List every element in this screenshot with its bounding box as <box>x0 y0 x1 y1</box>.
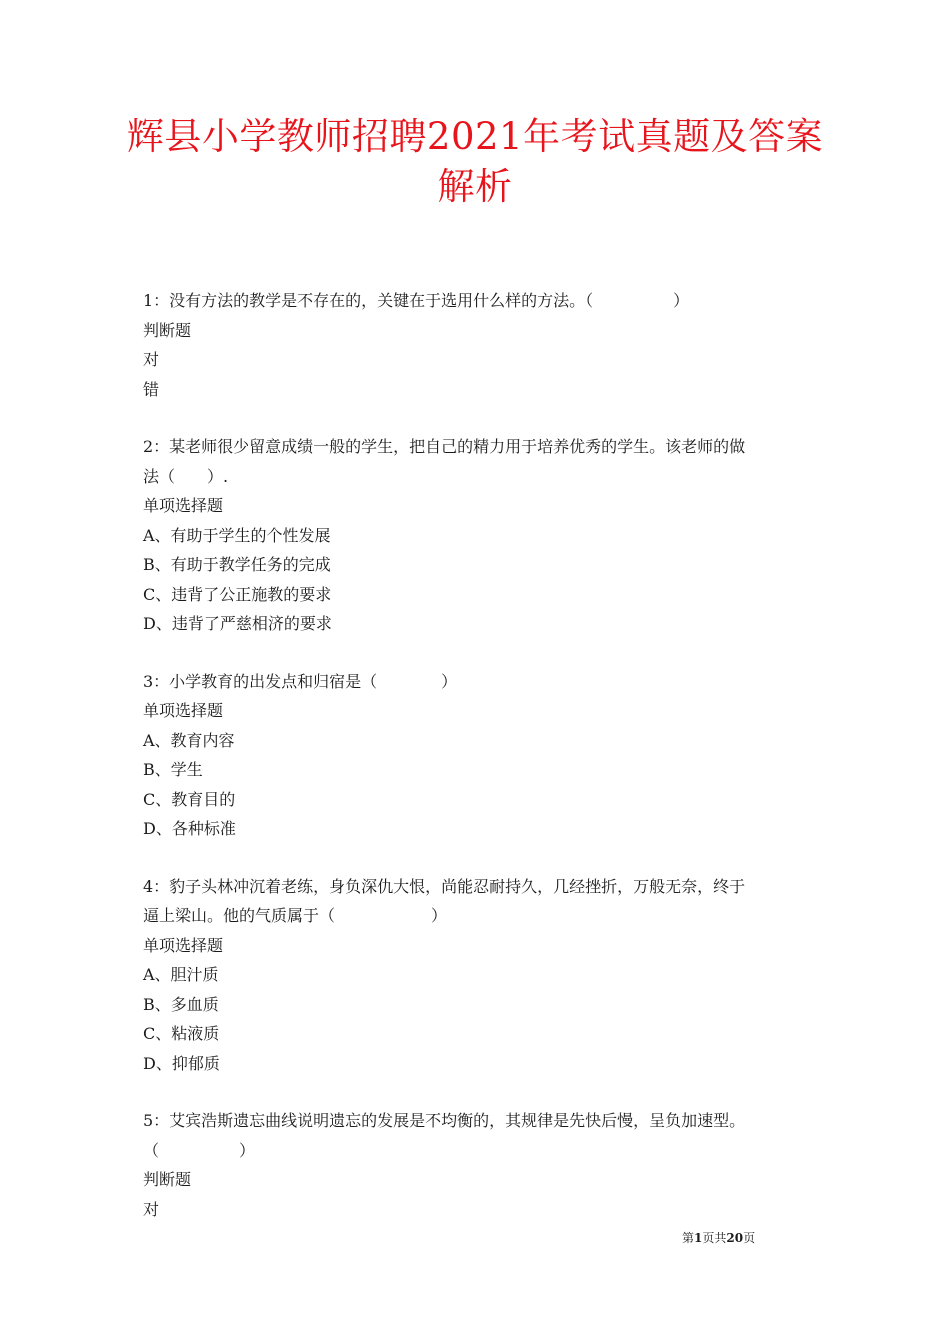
question-type: 判断题 <box>143 320 192 340</box>
footer-suffix: 页 <box>743 1231 756 1245</box>
question-5 <box>143 1106 823 1224</box>
question-type: 单项选择题 <box>143 496 224 515</box>
question-stem-continued: 逼上梁山。他的气质属于（ ） <box>143 906 448 925</box>
option: A、胆汁质 <box>143 965 219 984</box>
question-stem: 1：没有方法的教学是不存在的，关键在于选用什么样的方法。（ ） <box>143 291 690 310</box>
option: 错 <box>143 379 160 399</box>
title-line-1: 辉县小学教师招聘2021年考试真题及答案 <box>126 115 824 158</box>
footer-prefix: 第 <box>682 1231 695 1245</box>
question-stem: 5：艾宾浩斯遗忘曲线说明遗忘的发展是不均衡的，其规律是先快后慢，呈负加速型。 <box>143 1111 746 1130</box>
option: B、学生 <box>143 760 203 779</box>
option: B、有助于教学任务的完成 <box>143 555 331 574</box>
question-1 <box>143 286 823 404</box>
page-footer <box>682 1230 755 1246</box>
question-type: 单项选择题 <box>143 701 224 720</box>
option: C、粘液质 <box>143 1024 220 1043</box>
option: D、各种标准 <box>143 819 236 838</box>
question-3 <box>143 667 823 844</box>
question-4 <box>143 872 823 1079</box>
question-stem-continued: （ ） <box>143 1140 256 1160</box>
question-type: 单项选择题 <box>143 935 224 955</box>
footer-current-page: 1 <box>694 1231 703 1245</box>
document-title <box>110 112 840 212</box>
question-stem: 4：豹子头林冲沉着老练，身负深仇大恨，尚能忍耐持久，几经挫折，万般无奈，终于 <box>143 876 746 896</box>
option: A、教育内容 <box>143 730 235 750</box>
question-stem-continued: 法（ ）. <box>143 466 229 486</box>
option: 对 <box>143 350 160 369</box>
option: D、抑郁质 <box>143 1053 220 1073</box>
question-type: 判断题 <box>143 1170 192 1189</box>
option: C、教育目的 <box>143 789 236 809</box>
option: B、多血质 <box>143 994 219 1014</box>
option: A、有助于学生的个性发展 <box>143 525 331 545</box>
option: C、违背了公正施教的要求 <box>143 584 332 604</box>
option: D、违背了严慈相济的要求 <box>143 614 332 633</box>
question-stem: 3：小学教育的出发点和归宿是（ ） <box>143 671 458 691</box>
question-list <box>143 286 823 1252</box>
question-2 <box>143 432 823 639</box>
title-line-2: 解析 <box>437 165 513 208</box>
footer-total-pages: 20 <box>726 1231 744 1245</box>
question-stem: 2：某老师很少留意成绩一般的学生，把自己的精力用于培养优秀的学生。该老师的做 <box>143 437 746 456</box>
footer-middle: 页共 <box>702 1231 727 1245</box>
option: 对 <box>143 1199 160 1219</box>
